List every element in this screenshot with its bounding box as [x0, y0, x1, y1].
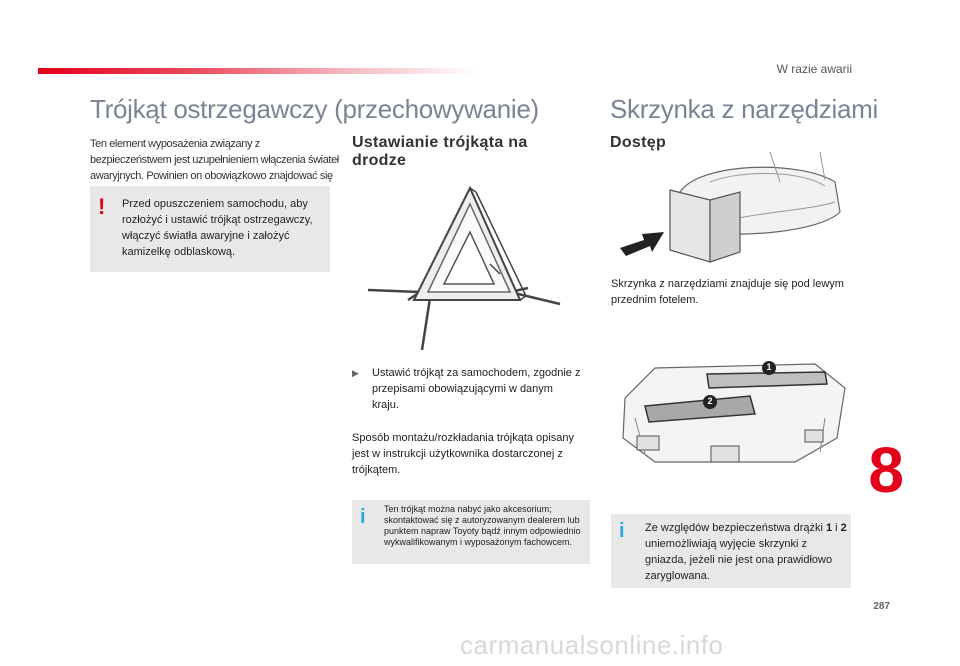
warning-triangle-illustration	[360, 182, 570, 352]
callout-1-label: 1	[766, 362, 772, 372]
info-box-toolbox	[611, 514, 851, 588]
section-header: W razie awarii	[776, 62, 852, 76]
info-text-part: i	[832, 522, 841, 534]
info-box-accessory	[352, 500, 590, 564]
bullet-arrow-icon: ▶	[352, 368, 359, 378]
rod-number-2: 2	[840, 522, 847, 534]
toolbox-illustration	[615, 358, 855, 468]
info-text-part: uniemożliwiają wyjęcie skrzynki z gniazda, jeżeli nie jest ona prawidłowo zaryglowana.	[645, 538, 833, 582]
info-text-toolbox	[645, 520, 849, 584]
callout-2-label: 2	[707, 396, 713, 406]
info-text-accessory: Ten trójkąt można nabyć jako akcesorium; skontaktować się z autoryzowanym dealerem lub punktem napraw Toyoty bądź innym odpowiednio wykwalifikowanym i wyposażonym fachowcem.	[384, 504, 581, 547]
info-text-part: Ze względów bezpieczeństwa drążki	[645, 522, 826, 534]
toolbox-location-text: Skrzynka z narzędziami znajduje się pod lewym przednim fotelem.	[611, 278, 844, 306]
intro-paragraph: Ten element wyposażenia związany z bezpieczeństwem jest uzupełnieniem włączenia świateł awaryjnych. Powinien on obowiązkowo znajdować się	[90, 138, 339, 182]
subtitle-triangle-placement: Ustawianie trójkąta na drodze	[352, 134, 528, 169]
page-title-triangle: Trójkąt ostrzegawczy (przechowywanie)	[90, 94, 539, 124]
subtitle-access: Dostęp	[610, 134, 667, 151]
warning-box	[90, 186, 330, 272]
mounting-paragraph: Sposób montażu/rozkładania trójkąta opisany jest w instrukcji użytkownika dostarczonej z trójkątem.	[352, 432, 574, 476]
page-number: 287	[873, 601, 890, 612]
page-title-toolbox: Skrzynka z narzędziami	[610, 94, 878, 124]
bullet-text: Ustawić trójkąt za samochodem, zgodnie z przepisami obowiązującymi w danym kraju.	[372, 367, 581, 411]
chapter-number: 8	[868, 434, 904, 506]
warning-exclamation-icon: !	[98, 194, 106, 219]
info-icon: i	[360, 506, 366, 528]
watermark: carmanualsonline.info	[460, 630, 724, 660]
warning-text: Przed opuszczeniem samochodu, aby rozłożyć i ustawić trójkąt ostrzegawczy, włączyć światła awaryjne i założyć kamizelkę odblaskową.	[122, 198, 313, 258]
info-icon: i	[619, 520, 625, 542]
seat-toolbox-illustration	[620, 152, 850, 270]
rod-number-1: 1	[825, 522, 833, 534]
header-accent-bar	[38, 68, 478, 74]
